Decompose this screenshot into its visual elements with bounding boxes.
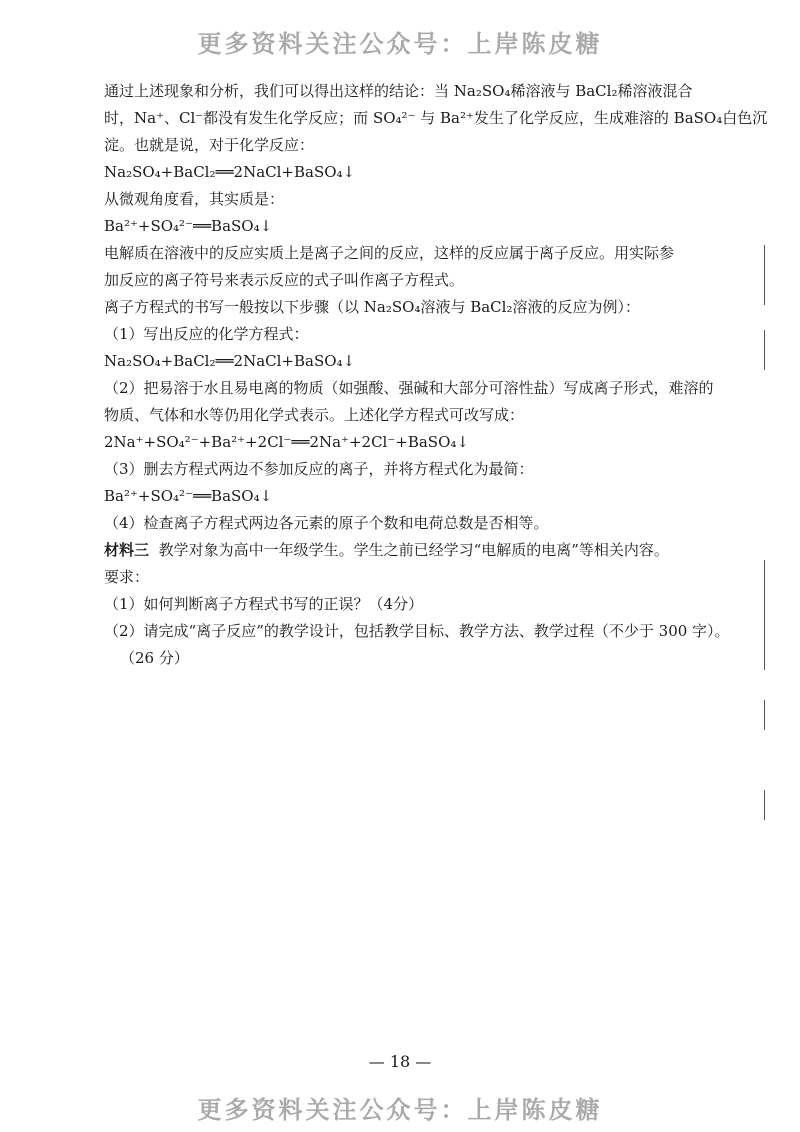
page-number: — 18 —: [368, 1052, 432, 1071]
text-line: 物质、气体和水等仍用化学式表示。上述化学方程式可改写成：: [104, 406, 525, 424]
scan-margin-mark: [764, 700, 765, 730]
equation: Ba²⁺+SO₄²⁻══BaSO₄↓: [104, 487, 273, 505]
watermark-bottom: 更多资料关注公众号：上岸陈皮糖: [197, 1096, 603, 1124]
document-body: [104, 78, 768, 672]
question-item: （2）请完成“离子反应”的教学设计，包括教学目标、教学方法、教学过程（不少于 300 字）。: [104, 622, 730, 640]
text-line: 通过上述现象和分析，我们可以得出这样的结论：当 Na₂SO₄稀溶液与 BaCl₂稀溶液混合: [104, 82, 693, 100]
score-line: （26 分）: [120, 649, 189, 667]
text-line: 离子方程式的书写一般按以下步骤（以 Na₂SO₄溶液与 BaCl₂溶液的反应为例）：: [104, 298, 640, 316]
scan-margin-mark: [764, 245, 765, 305]
question-item: （1）如何判断离子方程式书写的正误？（4分）: [104, 595, 424, 613]
text-line: 时，Na⁺、Cl⁻都没有发生化学反应；而 SO₄²⁻ 与 Ba²⁺发生了化学反应，生成难溶的 BaSO₄白色沉: [104, 109, 768, 127]
step-line: （2）把易溶于水且易电离的物质（如强酸、强碱和大部分可溶性盐）写成离子形式，难溶的: [104, 379, 714, 397]
equation: Ba²⁺+SO₄²⁻══BaSO₄↓: [104, 217, 273, 235]
equation: 2Na⁺+SO₄²⁻+Ba²⁺+2Cl⁻══2Na⁺+2Cl⁻+BaSO₄↓: [104, 433, 469, 451]
requirement-heading: 要求：: [104, 568, 150, 586]
text-line: 淀。也就是说，对于化学反应：: [104, 136, 315, 154]
step-line: （3）删去方程式两边不参加反应的离子，并将方程式化为最简：: [104, 460, 534, 478]
scan-margin-mark: [764, 560, 765, 670]
scan-margin-mark: [764, 330, 765, 370]
text-line: 从微观角度看，其实质是：: [104, 190, 285, 208]
step-line: （4）检查离子方程式两边各元素的原子个数和电荷总数是否相等。: [104, 514, 549, 532]
watermark-top: 更多资料关注公众号：上岸陈皮糖: [197, 30, 603, 58]
equation: Na₂SO₄+BaCl₂══2NaCl+BaSO₄↓: [104, 352, 356, 370]
text-line: 电解质在溶液中的反应实质上是离子之间的反应，这样的反应属于离子反应。用实际参: [104, 244, 675, 262]
text-line: 加反应的离子符号来表示反应的式子叫作离子方程式。: [104, 271, 465, 289]
material-line: [104, 537, 726, 564]
step-line: （1）写出反应的化学方程式：: [104, 325, 309, 343]
scan-margin-mark: [764, 790, 765, 820]
material-label: 材料三: [104, 541, 150, 559]
material-text: 教学对象为高中一年级学生。学生之前已经学习“电解质的电离”等相关内容。: [158, 541, 669, 559]
equation: Na₂SO₄+BaCl₂══2NaCl+BaSO₄↓: [104, 163, 356, 181]
